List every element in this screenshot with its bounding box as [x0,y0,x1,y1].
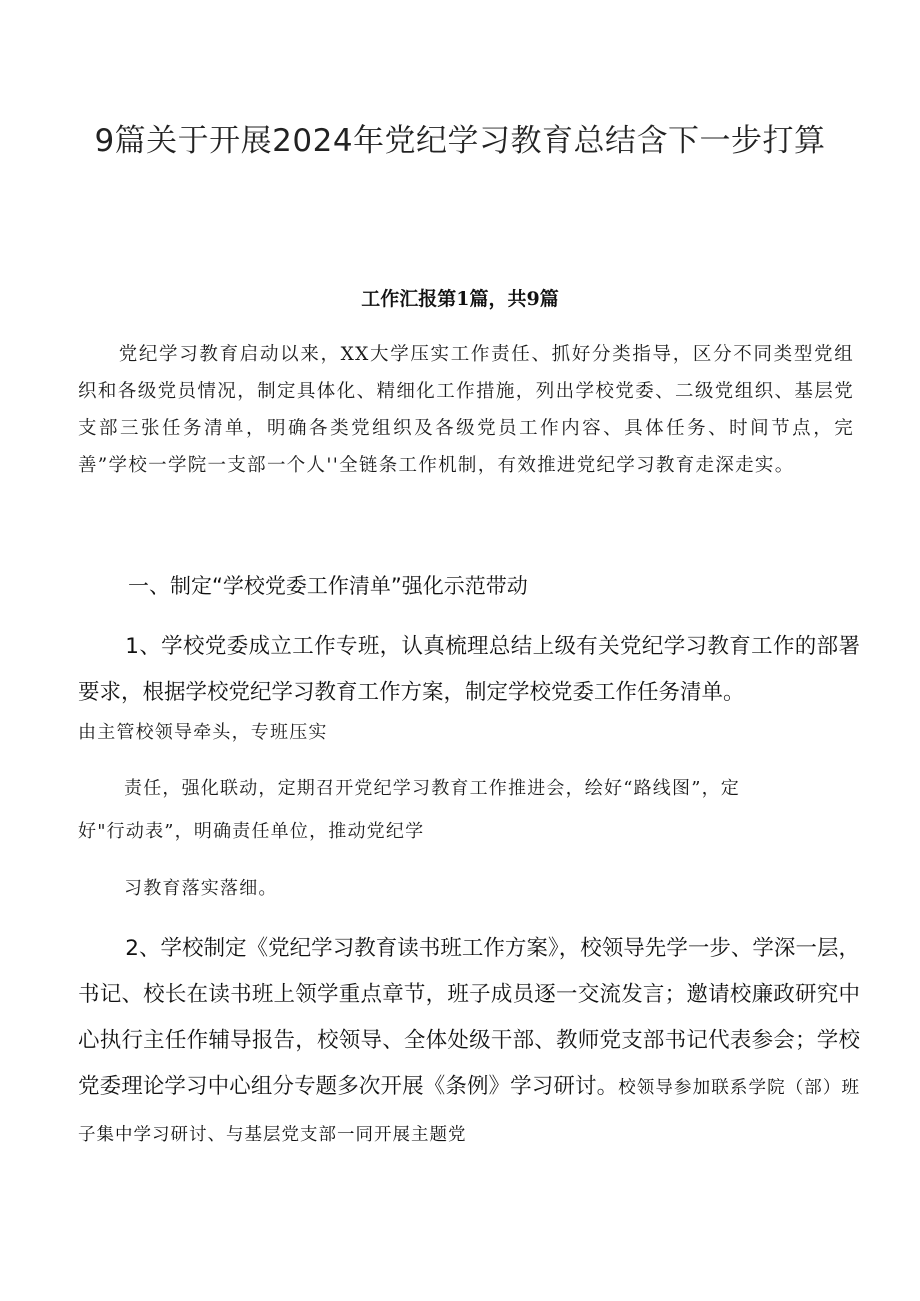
item-2-paragraph [78,926,860,1158]
item-2-main-text: 2、学校制定《党纪学习教育读书班工作方案》，校领导先学一步、学深一层，书记、校长在读书班上领学重点章节，班子成员逐一交流发言；邀请校廉政研究中心执行主任作辅导报告，校领导、全体处级干部、教师党支部书记代表参会；学校党委理论学习中心组分专题多次开展《条例》学习研讨。 [78,936,860,1099]
document-subtitle: 工作汇报第1篇，共9篇 [361,288,559,310]
item-2-tail-text: 校领导参加联系学院（部）班子集中学习研讨、与基层党支部一同开展主题党 [78,1078,860,1145]
intro-paragraph: 党纪学习教育启动以来，XX大学压实工作责任、抓好分类指导，区分不同类型党组织和各级党员情况，制定具体化、精细化工作措施，列出学校党委、二级党组织、基层党支部三张任务清单，明确各类党组织及各级党员工作内容、具体任务、时间节点，完善”学校一学院一支部一个人''全链条工作机制，有效推进党纪学习教育走深走实。 [78,344,854,476]
item-1-tail: 由主管校领导牵头，专班压实 [78,722,328,743]
item-1-line-3: 好"行动表”，明确责任单位，推动党纪学 [78,821,425,842]
item-1-paragraph [78,624,860,716]
section-heading-1: 一、制定“学校党委工作清单”强化示范带动 [128,574,528,598]
document-title: 9篇关于开展2024年党纪学习教育总结含下一步打算 [94,123,826,159]
item-1-line-2: 责任，强化联动，定期召开党纪学习教育工作推进会，绘好“路线图”，定 [124,778,741,799]
item-1-main-text: 1、学校党委成立工作专班，认真梳理总结上级有关党纪学习教育工作的部署要求，根据学校党纪学习教育工作方案，制定学校党委工作任务清单。 [78,634,860,705]
item-1-line-4: 习教育落实落细。 [124,878,278,899]
